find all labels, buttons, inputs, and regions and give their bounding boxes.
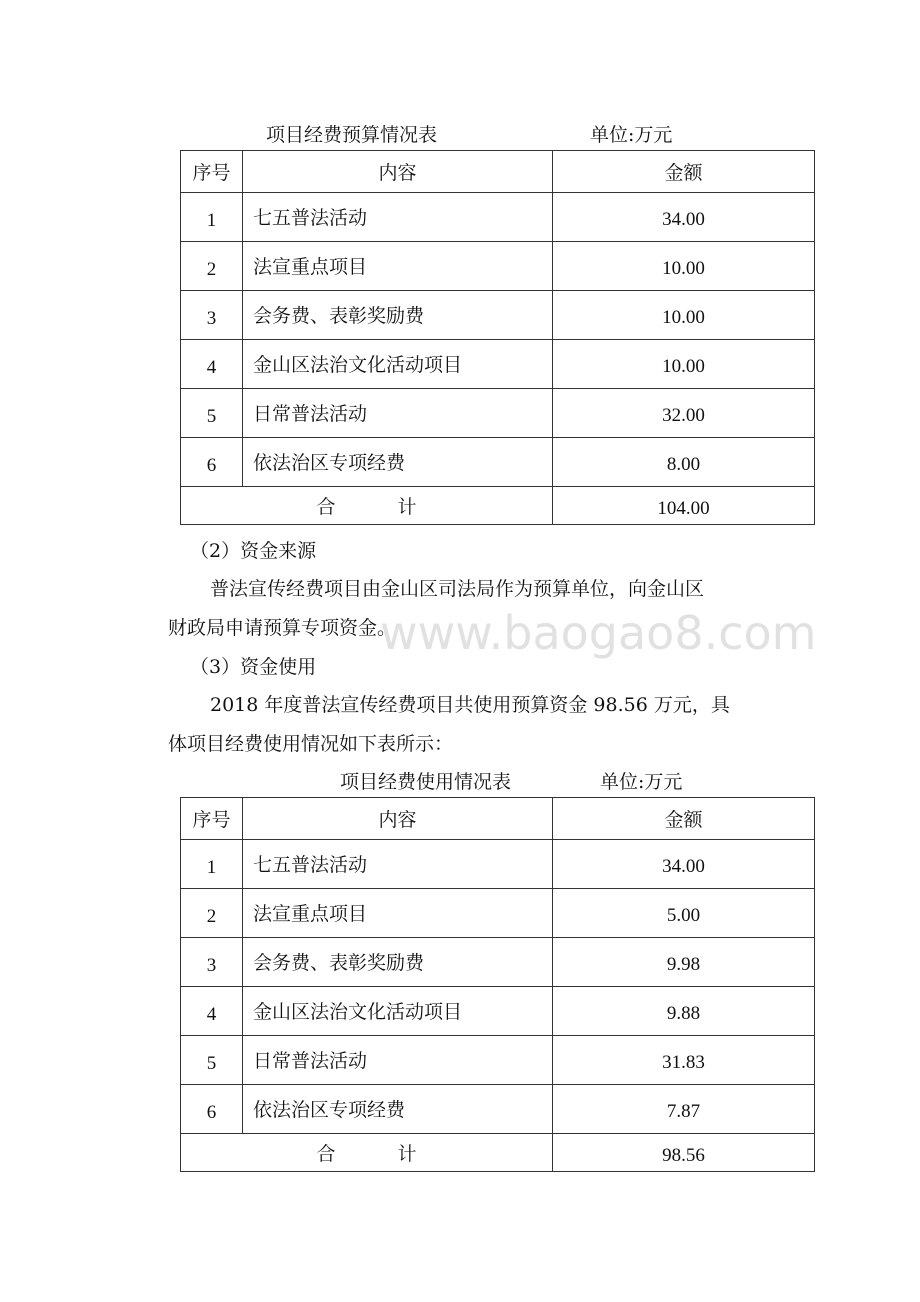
- total-label: [181, 1134, 553, 1172]
- row-seq: 5: [181, 1036, 243, 1085]
- total-row: [181, 487, 815, 525]
- table1-title: 项目经费预算情况表: [266, 124, 438, 146]
- table-row: [181, 938, 815, 987]
- row-amount: 34.00: [553, 840, 815, 889]
- row-amount: 10.00: [553, 340, 815, 389]
- row-content: 法宣重点项目: [243, 242, 553, 291]
- table-row: [181, 193, 815, 242]
- row-seq: 3: [181, 291, 243, 340]
- watermark: www.baogao8.com: [380, 606, 817, 660]
- table2-title: 项目经费使用情况表: [340, 771, 512, 793]
- table-header-row: [181, 151, 815, 193]
- budget-table: [180, 150, 815, 525]
- row-content: 金山区法治文化活动项目: [243, 340, 553, 389]
- section3-para-line1: 2018 年度普法宣传经费项目共使用预算资金 98.56 万元，具: [210, 694, 730, 716]
- header-seq: 序号: [181, 798, 243, 840]
- header-amount: 金额: [553, 151, 815, 193]
- usage-table: [180, 797, 815, 1172]
- section2-para-line1: 普法宣传经费项目由金山区司法局作为预算单位，向金山区: [210, 578, 705, 600]
- total-label-a: 合: [316, 1143, 336, 1165]
- row-content: 七五普法活动: [243, 840, 553, 889]
- row-amount: 5.00: [553, 889, 815, 938]
- total-label-a: 合: [316, 496, 336, 518]
- row-seq: 1: [181, 840, 243, 889]
- row-seq: 6: [181, 1085, 243, 1134]
- section3-heading: （3）资金使用: [190, 656, 317, 678]
- table-row: [181, 438, 815, 487]
- row-content: 依法治区专项经费: [243, 438, 553, 487]
- row-amount: 31.83: [553, 1036, 815, 1085]
- row-amount: 34.00: [553, 193, 815, 242]
- total-label-b: 计: [397, 496, 417, 518]
- table1-unit: 单位:万元: [590, 124, 673, 146]
- table-row: [181, 242, 815, 291]
- table-row: [181, 1085, 815, 1134]
- row-seq: 4: [181, 340, 243, 389]
- row-amount: 10.00: [553, 242, 815, 291]
- row-amount: 7.87: [553, 1085, 815, 1134]
- row-seq: 4: [181, 987, 243, 1036]
- total-amount: 98.56: [553, 1134, 815, 1172]
- row-content: 法宣重点项目: [243, 889, 553, 938]
- header-content: 内容: [243, 798, 553, 840]
- table-row: [181, 389, 815, 438]
- table2-unit: 单位:万元: [600, 771, 683, 793]
- table-row: [181, 840, 815, 889]
- section3-para-line2: 体项目经费使用情况如下表所示：: [168, 733, 454, 755]
- table-row: [181, 987, 815, 1036]
- row-amount: 9.98: [553, 938, 815, 987]
- table-row: [181, 291, 815, 340]
- table-row: [181, 1036, 815, 1085]
- row-content: 日常普法活动: [243, 1036, 553, 1085]
- row-amount: 10.00: [553, 291, 815, 340]
- total-label: [181, 487, 553, 525]
- row-seq: 1: [181, 193, 243, 242]
- row-seq: 5: [181, 389, 243, 438]
- section2-heading: （2）资金来源: [190, 540, 317, 562]
- row-content: 会务费、表彰奖励费: [243, 291, 553, 340]
- row-content: 会务费、表彰奖励费: [243, 938, 553, 987]
- table-row: [181, 340, 815, 389]
- row-seq: 2: [181, 889, 243, 938]
- total-row: [181, 1134, 815, 1172]
- row-seq: 2: [181, 242, 243, 291]
- section2-para-line2: 财政局申请预算专项资金。: [168, 617, 397, 639]
- total-label-b: 计: [397, 1143, 417, 1165]
- row-seq: 6: [181, 438, 243, 487]
- header-content: 内容: [243, 151, 553, 193]
- row-content: 七五普法活动: [243, 193, 553, 242]
- table-header-row: [181, 798, 815, 840]
- table-row: [181, 889, 815, 938]
- row-seq: 3: [181, 938, 243, 987]
- row-amount: 32.00: [553, 389, 815, 438]
- total-amount: 104.00: [553, 487, 815, 525]
- row-amount: 9.88: [553, 987, 815, 1036]
- row-content: 依法治区专项经费: [243, 1085, 553, 1134]
- row-content: 日常普法活动: [243, 389, 553, 438]
- header-amount: 金额: [553, 798, 815, 840]
- row-content: 金山区法治文化活动项目: [243, 987, 553, 1036]
- header-seq: 序号: [181, 151, 243, 193]
- row-amount: 8.00: [553, 438, 815, 487]
